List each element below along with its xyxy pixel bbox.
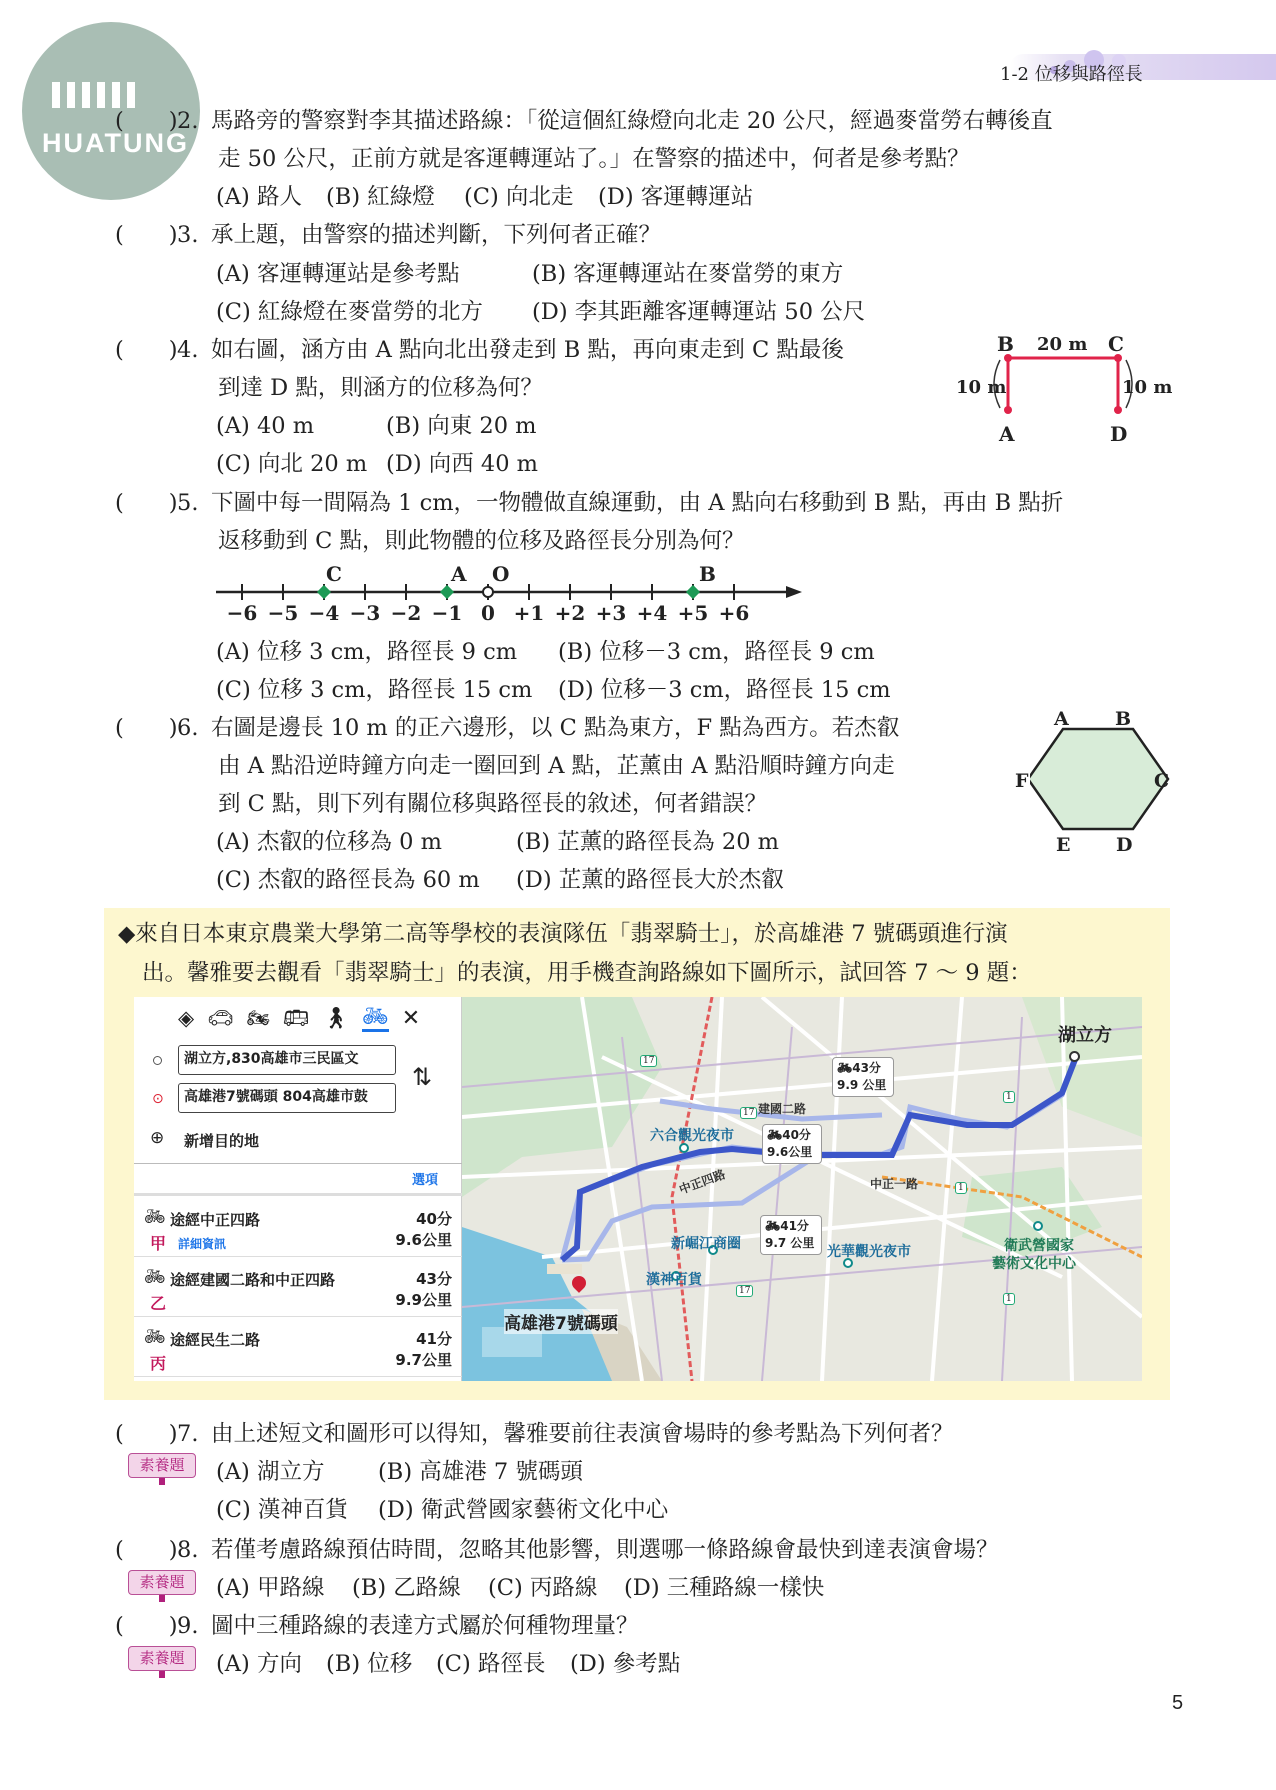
- section-title: 1-2 位移與路徑長: [1000, 64, 1143, 85]
- question-6-line2: 由 A 點沿逆時鐘方向走一圈回到 A 點，芷薰由 A 點沿順時鐘方向走: [218, 753, 895, 779]
- question-3-options-row2: [216, 293, 865, 331]
- map-label-hanshin: 漢神百貨: [646, 1272, 702, 1288]
- add-stop-icon[interactable]: ⊕: [150, 1128, 165, 1148]
- question-3: ( )3. 承上題，由警察的描述判斷，下列何者正確？: [115, 216, 661, 254]
- fig4-label-d: D: [1110, 422, 1128, 446]
- swap-icon[interactable]: ⇅: [412, 1063, 433, 1091]
- question-3-options-row1: [216, 255, 843, 293]
- hex-label-f: F: [1015, 770, 1029, 792]
- route-time: 41分: [416, 1330, 452, 1348]
- question-5-options-row1: [216, 633, 875, 671]
- fig4-label-right: 10 m: [1122, 377, 1173, 398]
- map-label-start: 湖立方: [1058, 1025, 1112, 1046]
- numberline-tick-label: −2: [390, 601, 422, 625]
- numberline-point-c: [317, 585, 331, 599]
- answer-blank[interactable]: ( ): [115, 337, 178, 363]
- fig4-label-c: C: [1108, 332, 1124, 356]
- numberline-tick-label: −1: [431, 601, 463, 625]
- option-b[interactable]: (B) 芷薰的路徑長為 20 m: [516, 829, 780, 855]
- watermark-text: HUATUNG: [42, 128, 189, 158]
- destination-field[interactable]: 高雄港7號碼頭 804高雄市鼓: [178, 1083, 396, 1113]
- route-via: 途經民生二路: [170, 1331, 261, 1349]
- bike-icon: 🚲︎: [144, 1327, 166, 1347]
- route-list: [134, 1197, 462, 1381]
- option-b[interactable]: (B) 向東 20 m: [386, 413, 537, 439]
- question-7-options-row1: [216, 1453, 583, 1491]
- bike-icon: 🚲︎: [144, 1207, 166, 1227]
- option-a[interactable]: (A) 路人: [216, 184, 302, 210]
- fig4-label-left: 10 m: [956, 377, 1007, 398]
- question-4-line2: 到達 D 點，則涵方的位移為何？: [218, 375, 543, 401]
- question-9-options: [216, 1645, 680, 1683]
- route-via: 途經建國二路和中正四路: [170, 1271, 336, 1289]
- car-icon[interactable]: 🚗︎: [207, 1005, 234, 1030]
- option-d[interactable]: (D) 李其距離客運轉運站 50 公尺: [532, 299, 866, 325]
- fig4-label-b: B: [997, 332, 1014, 356]
- map-label-night-market-1: 六合觀光夜市: [650, 1128, 734, 1144]
- route-option[interactable]: [134, 1257, 462, 1317]
- numberline-tick-label: +2: [554, 601, 586, 625]
- option-a[interactable]: (A) 湖立方: [216, 1459, 325, 1485]
- option-c[interactable]: (C) 位移 3 cm，路徑長 15 cm: [216, 677, 533, 703]
- hexagon-figure: [1030, 724, 1170, 834]
- directions-icon[interactable]: ◈: [178, 1006, 195, 1030]
- option-c[interactable]: (C) 丙路線: [488, 1575, 598, 1601]
- question-6-options-row1: [216, 823, 779, 861]
- question-2-options: [216, 178, 753, 216]
- question-8-options: [216, 1569, 824, 1607]
- answer-blank[interactable]: ( ): [115, 715, 178, 741]
- route-tag: 丙: [150, 1354, 167, 1373]
- transport-mode-bar: [178, 1005, 448, 1031]
- origin-dot-icon: [153, 1056, 162, 1065]
- hex-label-e: E: [1056, 834, 1071, 856]
- road-label-3: 中正一路: [870, 1177, 919, 1191]
- hex-label-c: C: [1154, 770, 1170, 792]
- fig4-label-a: A: [999, 422, 1015, 446]
- map-label-weiwuying-2: 藝術文化中心: [992, 1256, 1076, 1272]
- bike-icon: 🚲︎: [765, 1219, 781, 1233]
- numberline-tick-label: −4: [308, 601, 340, 625]
- map-label-night-market-2: 光華觀光夜市: [827, 1244, 911, 1260]
- close-icon[interactable]: ✕: [401, 1005, 421, 1031]
- map-view[interactable]: [462, 997, 1142, 1381]
- weiwuying-pin: [1033, 1221, 1043, 1231]
- bike-icon: 🚲︎: [144, 1267, 166, 1287]
- highway-shield: 1: [955, 1182, 967, 1194]
- literacy-tag: 素養題: [128, 1453, 196, 1478]
- walk-icon[interactable]: 🚶︎: [322, 1005, 350, 1030]
- option-a[interactable]: (A) 甲路線: [216, 1575, 325, 1601]
- map-label-weiwuying-1: 衛武營國家: [1004, 1238, 1074, 1254]
- numberline-tick-label: −5: [267, 601, 299, 625]
- highway-shield: 1: [1003, 1293, 1015, 1305]
- bike-icon: 🚲︎: [837, 1061, 853, 1075]
- page-number: 5: [1172, 1692, 1184, 1714]
- literacy-tag: 素養題: [128, 1570, 196, 1595]
- option-c[interactable]: (C) 紅綠燈在麥當勞的北方: [216, 299, 483, 325]
- route-option[interactable]: [134, 1317, 462, 1377]
- question-2-line2: 走 50 公尺，正前方就是客運轉運站了。」在警察的描述中，何者是參考點？: [218, 146, 970, 172]
- fig4-label-top: 20 m: [1037, 334, 1088, 355]
- numberline-label-a: A: [451, 562, 467, 586]
- question-5-line2: 返移動到 C 點，則此物體的位移及路徑長分別為何？: [218, 528, 745, 554]
- numberline-tick-label: +1: [513, 601, 545, 625]
- numberline-tick-label: 0: [481, 601, 495, 625]
- option-c[interactable]: (C) 向北 20 m: [216, 451, 368, 477]
- start-marker-icon[interactable]: [1069, 1051, 1080, 1062]
- numberline-point-a: [440, 585, 454, 599]
- option-c[interactable]: (C) 漢神百貨: [216, 1497, 348, 1523]
- option-d[interactable]: (D) 芷薰的路徑長大於杰叡: [516, 867, 784, 893]
- passage-line2: 出。馨雅要去觀看「翡翠騎士」的表演，用手機查詢路線如下圖所示，試回答 7 ～ 9 題：: [142, 960, 1032, 986]
- route-bubble-41[interactable]: 🚲︎41分 9.7 公里: [760, 1215, 822, 1255]
- map-label-mall: 新崛江商圈: [671, 1236, 741, 1252]
- question-4-options-row2: [216, 445, 538, 483]
- hex-label-b: B: [1115, 708, 1132, 730]
- numberline-label-o: O: [492, 562, 510, 586]
- route-distance: 9.9公里: [395, 1291, 452, 1309]
- answer-blank[interactable]: ( ): [115, 1537, 178, 1563]
- option-d[interactable]: (D) 參考點: [570, 1651, 681, 1677]
- question-7-options-row2: [216, 1491, 668, 1529]
- option-c[interactable]: (C) 路徑長: [436, 1651, 546, 1677]
- literacy-tag: 素養題: [128, 1646, 196, 1671]
- answer-blank[interactable]: ( ): [115, 1421, 178, 1447]
- option-b[interactable]: (B) 高雄港 7 號碼頭: [378, 1459, 583, 1485]
- highway-shield: 17: [640, 1055, 657, 1067]
- add-stop-label[interactable]: 新增目的地: [184, 1132, 260, 1150]
- route-distance: 9.7公里: [395, 1351, 452, 1369]
- question-6: ( )6. 右圖是邊長 10 m 的正六邊形，以 C 點為東方，F 點為西方。若杰叡: [115, 709, 899, 747]
- option-b[interactable]: (B) 位移－3 cm，路徑長 9 cm: [558, 639, 875, 665]
- answer-blank[interactable]: ( ): [115, 490, 178, 516]
- route-distance: 9.6公里: [395, 1231, 452, 1249]
- route-bubble-40[interactable]: 🚲︎40分 9.6公里: [762, 1124, 822, 1164]
- numberline-point-b: [686, 585, 700, 599]
- highway-shield: 1: [1003, 1091, 1015, 1103]
- answer-blank[interactable]: ( ): [115, 1613, 178, 1639]
- road-label-2: 中正四路: [677, 1167, 728, 1197]
- question-5: ( )5. 下圖中每一間隔為 1 cm，一物體做直線運動，由 A 點向右移動到 B 點，再由 B 點折: [115, 484, 1063, 522]
- option-b[interactable]: (B) 乙路線: [352, 1575, 461, 1601]
- question-8: ( )8. 若僅考慮路線預估時間，忽略其他影響，則選哪一條路線會最快到達表演會場？: [115, 1531, 999, 1569]
- hex-label-a: A: [1054, 708, 1069, 730]
- option-d[interactable]: (D) 衛武營國家藝術文化中心: [378, 1497, 669, 1523]
- highway-shield: 17: [740, 1107, 757, 1119]
- map-label-destination: 高雄港7號碼頭: [504, 1309, 618, 1334]
- highway-shield: 17: [736, 1285, 753, 1297]
- numberline-tick-label: −3: [349, 601, 381, 625]
- option-a[interactable]: (A) 40 m: [216, 413, 315, 439]
- bicycle-icon[interactable]: 🚲︎: [362, 1004, 389, 1032]
- route-tag: 乙: [150, 1294, 167, 1313]
- route-detail-link[interactable]: 詳細資訊: [178, 1237, 227, 1251]
- numberline-tick-label: +6: [718, 601, 750, 625]
- answer-blank[interactable]: ( ): [115, 108, 178, 134]
- option-b[interactable]: (B) 紅綠燈: [326, 184, 435, 210]
- question-9: ( )9. 圖中三種路線的表達方式屬於何種物理量？: [115, 1607, 639, 1645]
- option-d[interactable]: (D) 位移－3 cm，路徑長 15 cm: [558, 677, 891, 703]
- numberline-label-c: C: [326, 562, 342, 586]
- numberline-tick-labels: [0, 601, 1276, 629]
- hex-label-d: D: [1116, 834, 1133, 856]
- option-a[interactable]: (A) 位移 3 cm，路徑長 9 cm: [216, 639, 518, 665]
- route-panel: [134, 997, 462, 1381]
- road-label-1: 建國二路: [758, 1102, 807, 1116]
- question-4: ( )4. 如右圖，涵方由 A 點向北出發走到 B 點，再向東走到 C 點最後: [115, 331, 844, 369]
- route-time: 43分: [416, 1270, 452, 1288]
- question-5-options-row2: [216, 671, 891, 709]
- question-6-line3: 到 C 點，則下列有關位移與路徑長的敘述，何者錯誤？: [218, 791, 768, 817]
- origin-field[interactable]: 湖立方,830高雄市三民區文: [178, 1045, 396, 1075]
- answer-blank[interactable]: ( ): [115, 222, 178, 248]
- question-7: ( )7. 由上述短文和圖形可以得知，馨雅要前往表演會場時的參考點為下列何者？: [115, 1415, 954, 1453]
- numberline-origin: [483, 587, 493, 597]
- numberline-tick-label: −6: [226, 601, 258, 625]
- question-6-options-row2: [216, 861, 784, 899]
- bike-icon: 🚲︎: [767, 1128, 783, 1142]
- passage-line1: ◆來自日本東京農業大學第二高等學校的表演隊伍「翡翠騎士」，於高雄港 7 號碼頭進行演: [118, 921, 1008, 947]
- route-time: 40分: [416, 1210, 452, 1228]
- numberline-tick-label: +4: [636, 601, 668, 625]
- option-d[interactable]: (D) 向西 40 m: [386, 451, 539, 477]
- motorcycle-icon[interactable]: 🏍︎: [246, 1007, 270, 1029]
- route-via: 途經中正四路: [170, 1211, 261, 1229]
- bus-icon[interactable]: 🚌︎: [282, 1005, 310, 1030]
- numberline-label-b: B: [699, 562, 716, 586]
- option-b[interactable]: (B) 位移: [326, 1651, 413, 1677]
- numberline-tick-label: +5: [677, 601, 709, 625]
- option-a[interactable]: (A) 方向: [216, 1651, 302, 1677]
- question-4-options-row1: [216, 407, 537, 445]
- option-a[interactable]: (A) 客運轉運站是參考點: [216, 261, 460, 287]
- route-option[interactable]: [134, 1197, 462, 1257]
- option-d[interactable]: (D) 三種路線一樣快: [624, 1575, 825, 1601]
- question-2: ( )2. 馬路旁的警察對李其描述路線：「從這個紅綠燈向北走 20 公尺，經過麥當勞右轉後直: [115, 102, 1053, 140]
- route-bubble-43[interactable]: 🚲︎43分 9.9 公里: [832, 1057, 894, 1097]
- option-a[interactable]: (A) 杰叡的位移為 0 m: [216, 829, 442, 855]
- option-b[interactable]: (B) 客運轉運站在麥當勞的東方: [532, 261, 844, 287]
- route-tag: 甲: [150, 1234, 167, 1253]
- options-link[interactable]: 選項: [412, 1173, 439, 1188]
- option-c[interactable]: (C) 杰叡的路徑長為 60 m: [216, 867, 480, 893]
- dest-pin-icon: ⊙: [152, 1091, 164, 1107]
- option-d[interactable]: (D) 客運轉運站: [598, 184, 754, 210]
- option-c[interactable]: (C) 向北走: [464, 184, 574, 210]
- numberline-tick-label: +3: [595, 601, 627, 625]
